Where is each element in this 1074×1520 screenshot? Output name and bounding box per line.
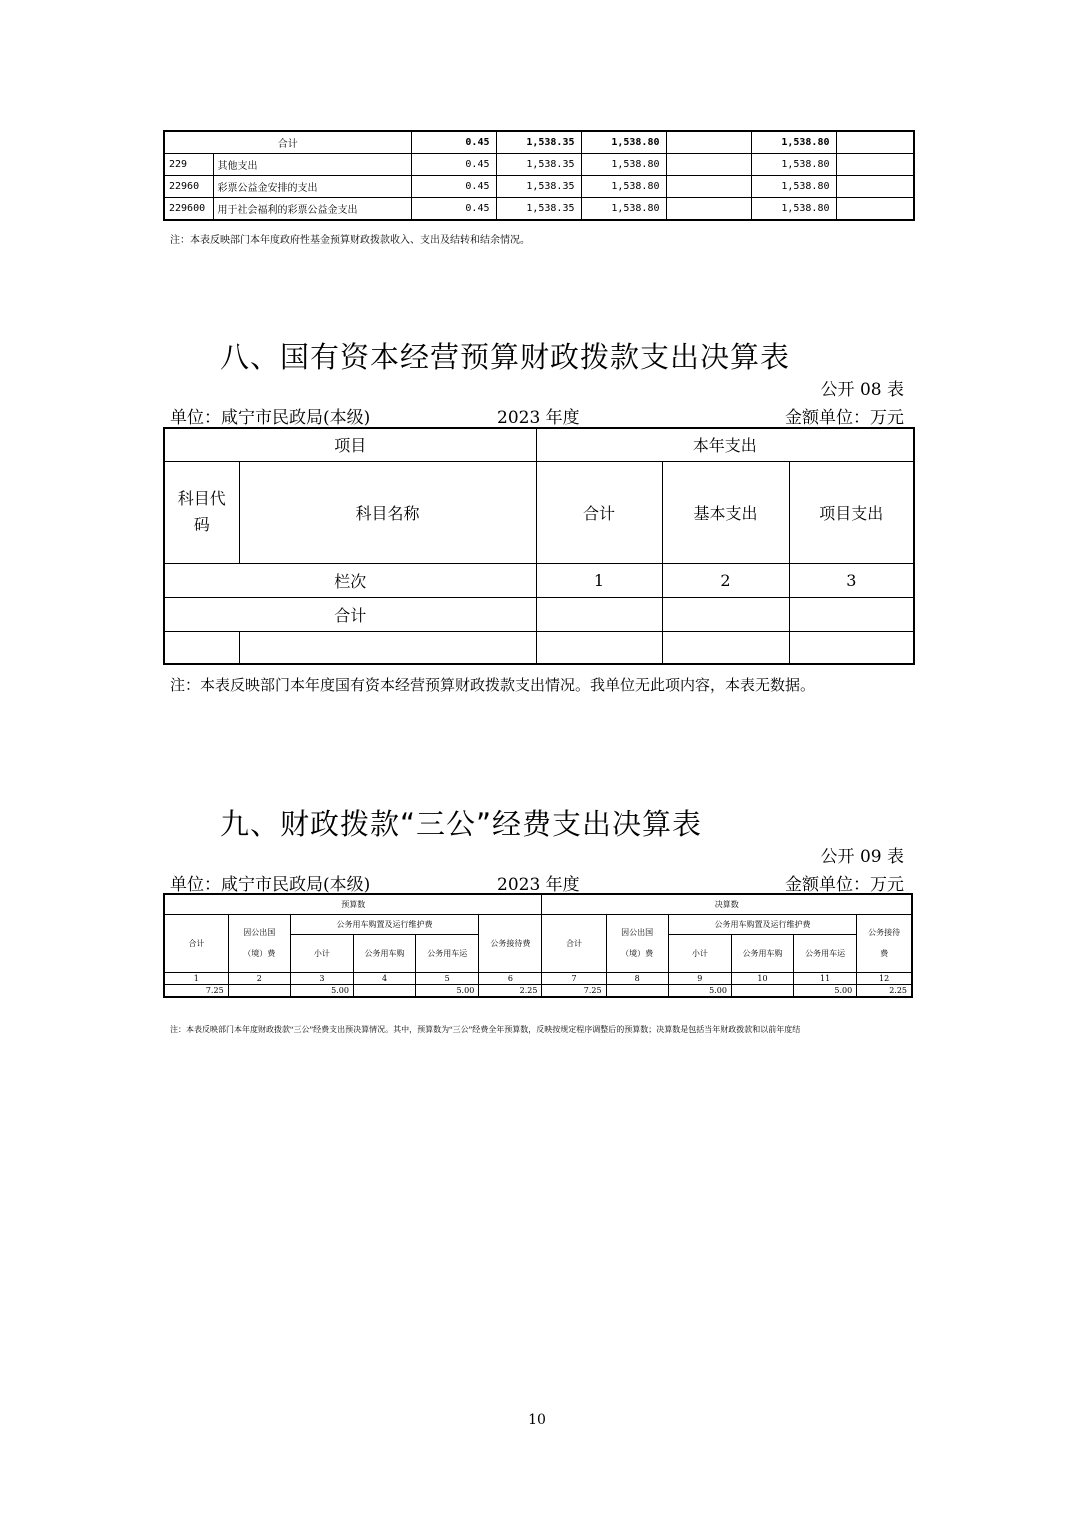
value: 2.25	[479, 984, 542, 997]
seq-1: 1	[536, 563, 662, 597]
value: 5.00	[668, 984, 731, 997]
form-number: 公开 09 表	[820, 847, 904, 867]
row-total: 合计	[164, 597, 536, 631]
col-abroad	[228, 914, 290, 972]
table-row	[164, 461, 914, 563]
page-number: 10	[528, 1412, 546, 1428]
cell: 1,538.35	[496, 131, 581, 154]
row-name: 用于社会福利的彩票公益金支出	[213, 198, 411, 221]
col-abroad-line2: （境）费	[621, 949, 654, 958]
row-seq: 栏次	[164, 563, 536, 597]
value: 7.25	[164, 984, 228, 997]
table-note: 注：本表反映部门本年度国有资本经营预算财政拨款支出情况。我单位无此项内容，本表无数据。	[170, 676, 816, 694]
col-vehicle-buy: 公务用车购	[353, 934, 415, 972]
cell	[536, 631, 662, 664]
table-row	[164, 154, 914, 176]
cell: 1,538.80	[751, 198, 836, 221]
col-abroad-line1: 因公出国	[243, 928, 276, 937]
cell	[789, 597, 914, 631]
cell: 0.45	[411, 176, 496, 198]
cell	[836, 198, 914, 221]
value: 5.00	[290, 984, 353, 997]
cell	[164, 631, 239, 664]
seq: 12	[857, 972, 912, 984]
table-row	[164, 894, 912, 914]
seq: 10	[731, 972, 793, 984]
value	[731, 984, 793, 997]
value	[606, 984, 668, 997]
cell	[239, 631, 536, 664]
col-reception: 公务接待费	[479, 914, 542, 972]
col-abroad-final	[606, 914, 668, 972]
cell: 1,538.80	[581, 176, 666, 198]
col-reception-line2: 费	[880, 949, 889, 958]
table-row	[164, 972, 912, 984]
seq: 6	[479, 972, 542, 984]
col-total-final: 合计	[542, 914, 606, 972]
seq: 7	[542, 972, 606, 984]
row-code: 229	[164, 154, 213, 176]
cell	[789, 631, 914, 664]
col-vehicle-final: 公务用车购置及运行维护费	[668, 914, 856, 934]
seq: 1	[164, 972, 228, 984]
row-name: 其他支出	[213, 154, 411, 176]
cell	[662, 631, 789, 664]
table-row	[164, 428, 914, 461]
cell: 0.45	[411, 198, 496, 221]
row-code: 229600	[164, 198, 213, 221]
three-public-table	[163, 893, 913, 998]
cell: 1,538.80	[751, 176, 836, 198]
section-title: 九、财政拨款“三公”经费支出决算表	[220, 807, 703, 841]
state-capital-table	[163, 427, 915, 665]
table-note: 注：本表反映部门本年度政府性基金预算财政拨款收入、支出及结转和结余情况。	[170, 235, 530, 246]
col-subtotal-final: 小计	[668, 934, 731, 972]
value	[228, 984, 290, 997]
col-code: 科目代码	[164, 461, 239, 563]
cell	[836, 131, 914, 154]
header-budget: 预算数	[164, 894, 542, 914]
table-note: 注：本表反映部门本年度财政拨款“三公”经费支出预决算情况。其中，预算数为“三公”经费全年预算数，反映按规定程序调整后的预算数；决算数是包括当年财政拨款和以前年度结	[170, 1025, 801, 1034]
header-item: 项目	[164, 428, 536, 461]
row-name: 彩票公益金安排的支出	[213, 176, 411, 198]
fund-budget-table	[163, 130, 915, 221]
value: 2.25	[857, 984, 912, 997]
value: 7.25	[542, 984, 606, 997]
section-title: 八、国有资本经营预算财政拨款支出决算表	[220, 340, 791, 374]
cell: 1,538.35	[496, 176, 581, 198]
col-abroad-line2: （境）费	[243, 949, 276, 958]
header-current: 本年支出	[536, 428, 914, 461]
seq: 11	[794, 972, 857, 984]
cell: 1,538.80	[581, 131, 666, 154]
cell	[666, 154, 751, 176]
seq: 5	[416, 972, 479, 984]
form-number: 公开 08 表	[820, 380, 904, 400]
seq: 4	[353, 972, 415, 984]
header-final: 决算数	[542, 894, 912, 914]
cell	[666, 176, 751, 198]
unit-label: 单位：咸宁市民政局(本级)	[170, 408, 371, 428]
cell: 0.45	[411, 154, 496, 176]
seq: 9	[668, 972, 731, 984]
col-vehicle-buy-final: 公务用车购	[731, 934, 793, 972]
cell	[536, 597, 662, 631]
col-basic: 基本支出	[662, 461, 789, 563]
cell: 1,538.35	[496, 154, 581, 176]
cell: 1,538.35	[496, 198, 581, 221]
col-subtotal: 小计	[290, 934, 353, 972]
table-row	[164, 198, 914, 221]
money-unit-label: 金额单位：万元	[785, 408, 904, 428]
cell: 1,538.80	[751, 131, 836, 154]
cell: 1,538.80	[581, 154, 666, 176]
cell	[666, 198, 751, 221]
row-name: 合计	[164, 131, 411, 154]
table-row	[164, 914, 912, 934]
table-row	[164, 597, 914, 631]
value: 5.00	[416, 984, 479, 997]
col-vehicle-run: 公务用车运	[416, 934, 479, 972]
value: 5.00	[794, 984, 857, 997]
col-abroad-line1: 因公出国	[621, 928, 654, 937]
cell: 0.45	[411, 131, 496, 154]
year-label: 2023 年度	[497, 875, 580, 895]
cell	[836, 176, 914, 198]
cell	[666, 131, 751, 154]
table-row	[164, 131, 914, 154]
value	[353, 984, 415, 997]
col-vehicle-run-final: 公务用车运	[794, 934, 857, 972]
col-total: 合计	[164, 914, 228, 972]
col-project: 项目支出	[789, 461, 914, 563]
cell	[662, 597, 789, 631]
seq: 3	[290, 972, 353, 984]
seq-2: 2	[662, 563, 789, 597]
year-label: 2023 年度	[497, 408, 580, 428]
col-name: 科目名称	[239, 461, 536, 563]
cell	[836, 154, 914, 176]
seq: 8	[606, 972, 668, 984]
table-row	[164, 563, 914, 597]
col-reception-line1: 公务接待	[868, 928, 901, 937]
cell: 1,538.80	[581, 198, 666, 221]
table-row	[164, 631, 914, 664]
col-reception-final	[857, 914, 912, 972]
unit-label: 单位：咸宁市民政局(本级)	[170, 875, 371, 895]
cell: 1,538.80	[751, 154, 836, 176]
table-row	[164, 176, 914, 198]
seq-3: 3	[789, 563, 914, 597]
seq: 2	[228, 972, 290, 984]
col-total: 合计	[536, 461, 662, 563]
table-row	[164, 984, 912, 997]
col-vehicle: 公务用车购置及运行维护费	[290, 914, 478, 934]
row-code: 22960	[164, 176, 213, 198]
money-unit-label: 金额单位：万元	[785, 875, 904, 895]
